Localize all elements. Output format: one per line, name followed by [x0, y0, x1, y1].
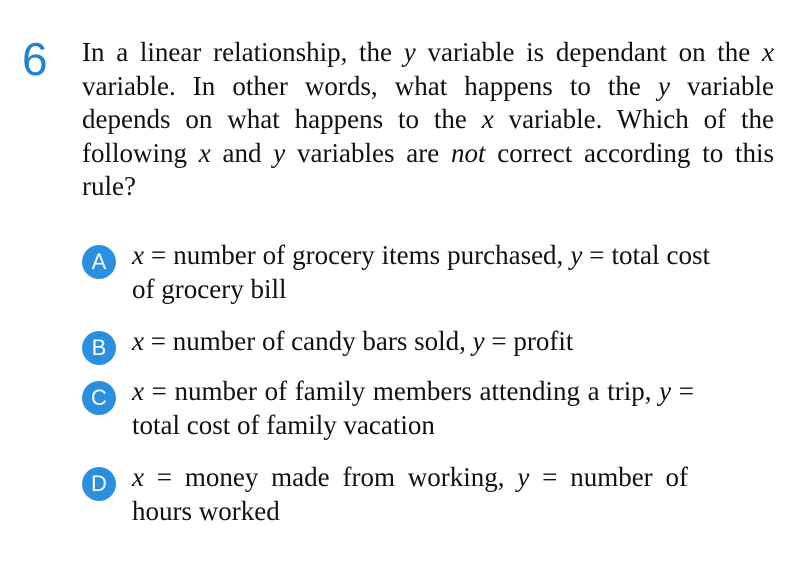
italic-term: x	[762, 37, 774, 67]
italic-term: not	[451, 137, 486, 168]
italic-term: y	[517, 462, 530, 492]
italic-term: x	[481, 104, 494, 134]
option-b-text: x = number of candy bars sold, y = profit	[132, 326, 574, 356]
option-c-text: x = number of family members attending a trip, y = total cost of family vacation	[132, 376, 694, 440]
option-a-badge[interactable]: A	[82, 245, 116, 279]
option-d-text: x = money made from working, y = number of hours worked	[132, 462, 688, 526]
italic-term: x	[132, 376, 144, 406]
italic-term: y	[657, 70, 670, 101]
italic-term: y	[570, 240, 583, 270]
option-c-badge[interactable]: C	[82, 381, 116, 415]
question-number: 6	[22, 33, 48, 85]
option-b-badge[interactable]: B	[82, 331, 116, 365]
italic-term: y	[659, 376, 672, 406]
italic-term: x	[132, 326, 144, 356]
question-stem: In a linear relationship, the y variable is dependant on the x variable. In other words, what happens to the y variable depends on what happens to the x variable. Which of the following x and y variables are not correct according to this rule?	[82, 37, 775, 201]
italic-term: x	[198, 137, 211, 168]
option-a-text: x = number of grocery items purchased, y = total cost of grocery bill	[132, 240, 710, 304]
italic-term: x	[132, 240, 144, 270]
italic-term: y	[472, 326, 485, 356]
option-d-badge[interactable]: D	[82, 467, 116, 501]
italic-term: x	[132, 462, 144, 492]
italic-term: y	[403, 37, 416, 67]
italic-term: y	[273, 137, 286, 168]
